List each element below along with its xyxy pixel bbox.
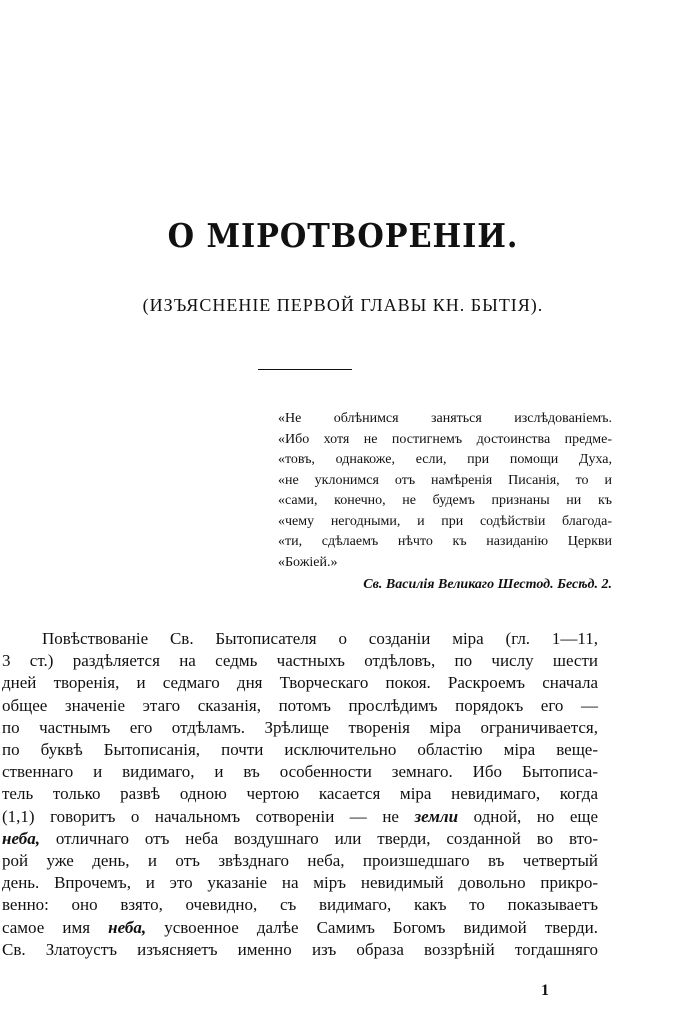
- body-line: [2, 828, 598, 850]
- epigraph-line: «не уклонимся отъ намѣренія Писанія, то и: [278, 472, 612, 488]
- body-text: [0, 628, 686, 961]
- body-line-text: отличнаго отъ неба воздушнаго или тверди, созданной во вто-: [40, 828, 598, 848]
- epigraph-line: «Не облѣнимся заняться изслѣдованіемъ.: [278, 411, 612, 426]
- body-line: день. Впрочемъ, и это указаніе на міръ невидимый довольно прикро-: [2, 873, 598, 893]
- page-subtitle: (ИЗЪЯСНЕНІЕ ПЕРВОЙ ГЛАВЫ КН. БЫТІЯ).: [142, 295, 544, 315]
- body-line: дней творенія, и седмаго дня Творческаго покоя. Раскроемъ сначала: [2, 673, 598, 693]
- epigraph-line: «Ибо хотя не постигнемъ достоинства предме-: [278, 431, 612, 447]
- body-line: Повѣствованіе Св. Бытописателя о созданіи міра (гл. 1—11,: [42, 629, 598, 648]
- body-line: 3 ст.) раздѣляется на седмь частныхъ отдѣловъ, по числу шести: [2, 651, 598, 671]
- body-line: общее значеніе этаго сказанія, потомъ прослѣдимъ порядокъ его —: [2, 695, 598, 715]
- page-number: 1: [541, 982, 549, 999]
- epigraph-line: «сами, конечно, не будемъ признаны ни къ: [278, 493, 612, 508]
- epigraph-line: «Божіей.»: [278, 554, 338, 570]
- body-line: по буквѣ Бытописанія, почти исключительно областію міра веще-: [2, 740, 598, 760]
- page-title: О МІРОТВОРЕНІИ.: [167, 216, 519, 255]
- title-divider: [258, 369, 352, 370]
- body-line-text: усвоенное далѣе Самимъ Богомъ видимой тверди.: [146, 917, 598, 937]
- epigraph-line: «ти, сдѣлаемъ нѣчто къ назиданію Церкви: [278, 534, 612, 549]
- body-line: [2, 917, 598, 939]
- body-line-text: самое имя: [2, 917, 109, 937]
- epigraph-line: «товъ, однакоже, если, при помощи Духа,: [278, 452, 612, 467]
- body-line-text: (1,1) говоритъ о начальномъ сотвореніи — не: [2, 806, 415, 826]
- body-line: ственнаго и видимаго, и въ особенности земнаго. Ибо Бытописа-: [2, 762, 598, 782]
- body-line-text: одной, но еще: [458, 806, 598, 826]
- epigraph-attribution: Св. Василія Великаго Шестод. Бесѣд. 2.: [363, 577, 612, 592]
- epigraph-line: «чему негодными, и при содѣйствіи благода-: [278, 513, 612, 529]
- body-line: тель только развѣ одною чертою касается міра невидимаго, когда: [2, 784, 598, 804]
- epigraph: [278, 409, 612, 596]
- emphasis-zemli: земли: [414, 806, 459, 826]
- body-line: по частнымъ его отдѣламъ. Зрѣлище творенія міра ограничивается,: [2, 717, 598, 737]
- body-line: [2, 806, 598, 828]
- emphasis-neba: неба,: [108, 917, 147, 937]
- body-line: венно: оно взято, очевидно, съ видимаго, какъ то показываетъ: [2, 895, 598, 915]
- emphasis-neba: неба,: [2, 828, 40, 848]
- body-line: Св. Златоустъ изъясняетъ именно изъ образа воззрѣній тогдашняго: [2, 939, 598, 959]
- body-line: рой уже день, и отъ звѣзднаго неба, произшедшаго въ четвертый: [2, 851, 598, 871]
